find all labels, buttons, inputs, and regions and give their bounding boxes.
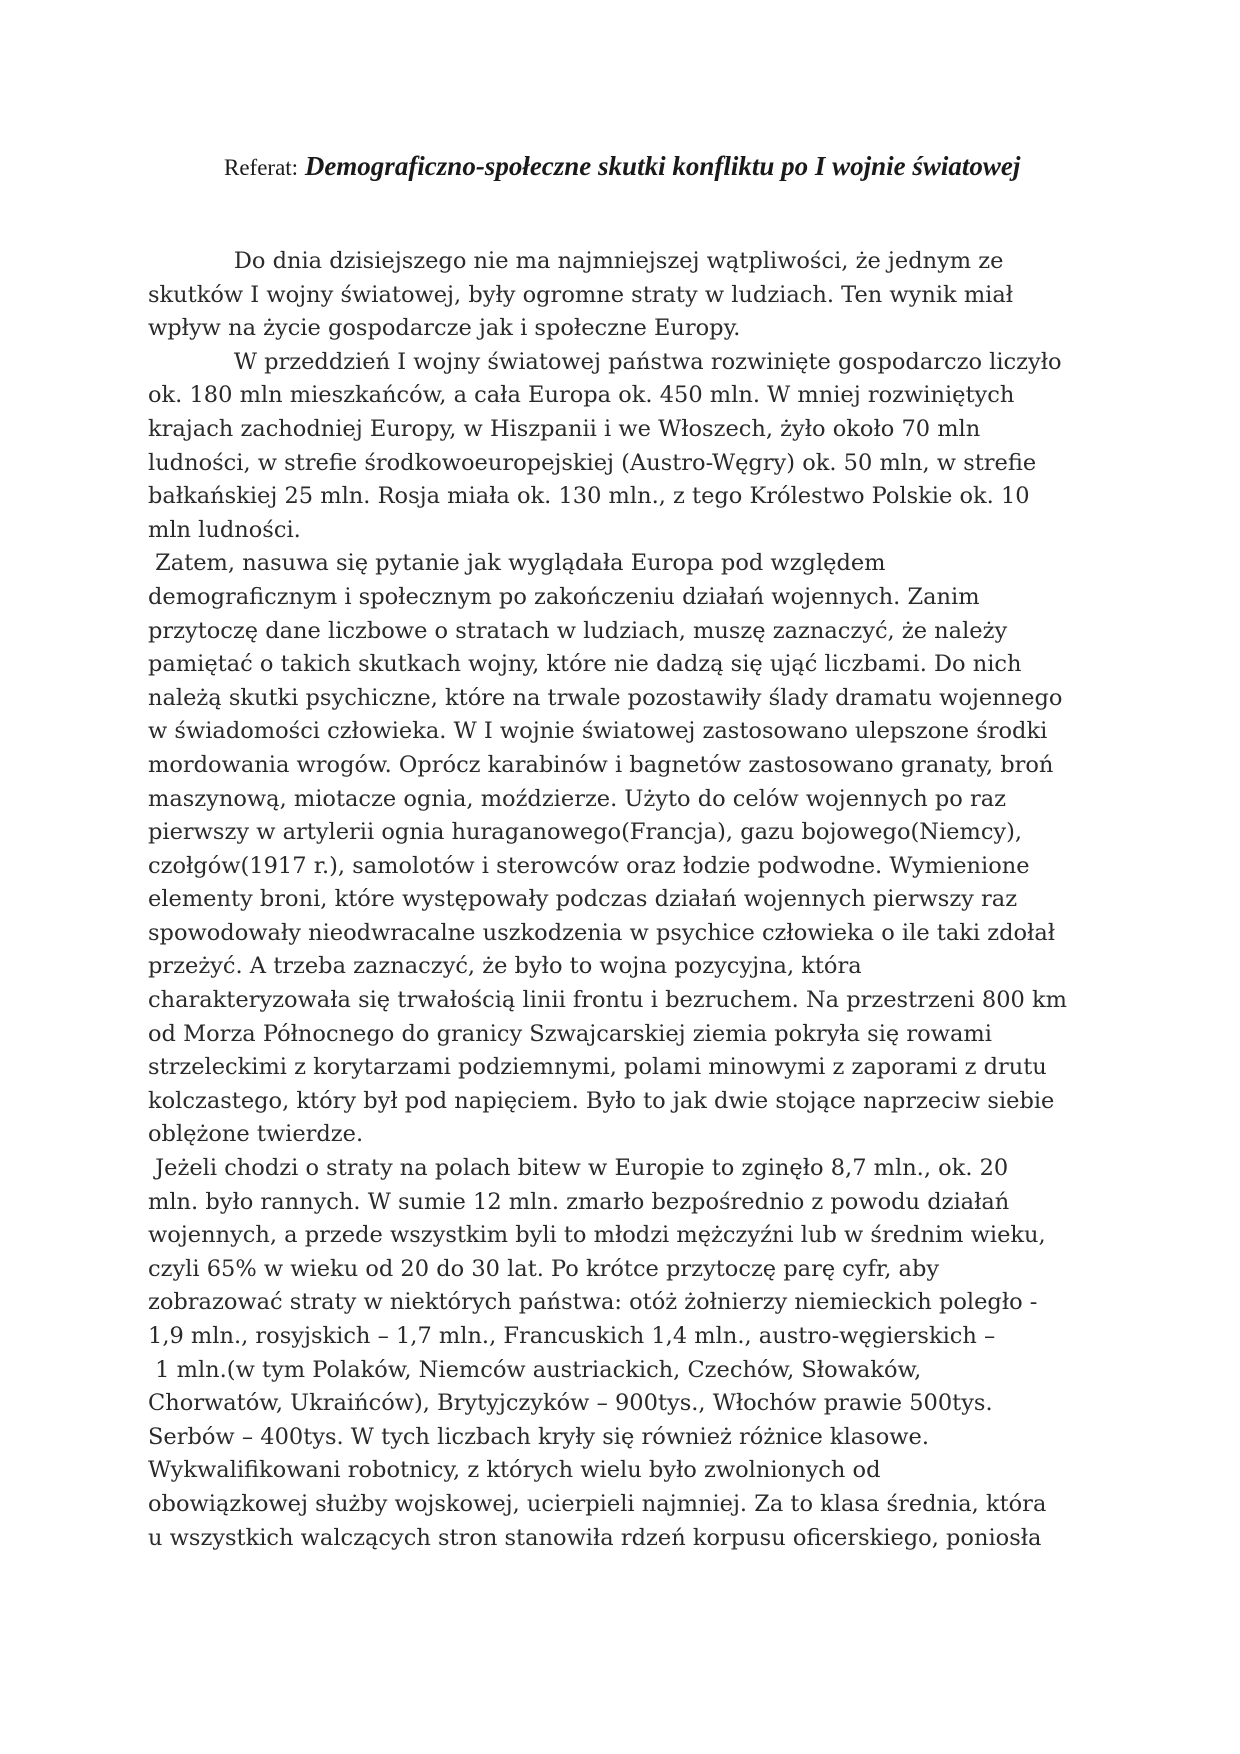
text-line: Jeżeli chodzi o straty na polach bitew w Europie to zginęło 8,7 mln., ok. 20 (148, 1155, 1009, 1182)
text-line: pamiętać o takich skutkach wojny, które nie dadzą się ująć liczbami. Do nich (148, 651, 1022, 678)
text-line: 1,9 mln., rosyjskich – 1,7 mln., Francuskich 1,4 mln., austro-węgierskich – (148, 1323, 996, 1349)
text-line: W przeddzień I wojny światowej państwa rozwinięte gospodarczo liczyło (148, 348, 1062, 375)
text-line: czyli 65% w wieku od 20 do 30 lat. Po krótce przytoczę parę cyfr, aby (148, 1255, 940, 1282)
document-title (224, 148, 1204, 186)
text-line: wpływ na życie gospodarcze jak i społeczne Europy. (148, 315, 741, 342)
text-line: od Morza Północnego do granicy Szwajcarskiej ziemia pokryła się rowami (148, 1020, 992, 1047)
title-label: Referat: (224, 155, 299, 180)
text-line: skutków I wojny światowej, były ogromne straty w ludziach. Ten wynik miał (148, 281, 1014, 308)
text-line: przytoczę dane liczbowe o stratach w ludziach, muszę zaznaczyć, że należy (148, 617, 1008, 644)
text-line: elementy broni, które występowały podczas działań wojennych pierwszy raz (148, 886, 1018, 913)
text-line: spowodowały nieodwracalne uszkodzenia w psychice człowieka o ile taki zdołał (148, 919, 1056, 946)
text-line: Do dnia dzisiejszego nie ma najmniejszej wątpliwości, że jednym ze (148, 248, 1004, 274)
text-line: mln. było rannych. W sumie 12 mln. zmarło bezpośrednio z powodu działań (148, 1188, 1010, 1215)
text-line: bałkańskiej 25 mln. Rosja miała ok. 130 mln., z tego Królestwo Polskie ok. 10 (148, 483, 1030, 510)
text-line: demograficznym i społecznym po zakończeniu działań wojennych. Zanim (148, 583, 980, 610)
text-line: maszynową, miotacze ognia, moździerze. Użyto do celów wojennych po raz (148, 785, 1007, 812)
text-line: mordowania wrogów. Oprócz karabinów i bagnetów zastosowano granaty, broń (148, 751, 1054, 778)
text-line: 1 mln.(w tym Polaków, Niemców austriackich, Czechów, Słowaków, (148, 1356, 922, 1383)
text-line: czołgów(1917 r.), samolotów i sterowców oraz łodzie podwodne. Wymienione (148, 852, 1030, 879)
text-line: mln ludności. (148, 516, 301, 543)
text-line: kolczastego, który był pod napięciem. Było to jak dwie stojące naprzeciw siebie (148, 1087, 1055, 1114)
text-line: obowiązkowej służby wojskowej, ucierpieli najmniej. Za to klasa średnia, która (148, 1490, 1047, 1517)
text-line: oblężone twierdze. (148, 1121, 364, 1148)
text-line: w świadomości człowieka. W I wojnie światowej zastosowano ulepszone środki (148, 718, 1048, 745)
text-line: Zatem, nasuwa się pytanie jak wyglądała Europa pod względem (148, 550, 886, 577)
text-line: krajach zachodniej Europy, w Hiszpanii i we Włoszech, żyło około 70 mln (148, 415, 981, 442)
text-line: wojennych, a przede wszystkim byli to młodzi mężczyźni lub w średnim wieku, (148, 1222, 1046, 1249)
text-line: pierwszy w artylerii ognia huraganowego(Francja), gazu bojowego(Niemcy), (148, 819, 1023, 846)
text-line: strzeleckimi z korytarzami podziemnymi, polami minowymi z zaporami z drutu (148, 1054, 1047, 1081)
text-line: u wszystkich walczących stron stanowiła rdzeń korpusu oficerskiego, poniosła (148, 1524, 1042, 1551)
document-body (148, 245, 1092, 1555)
text-line: Serbów – 400tys. W tych liczbach kryły się również różnice klasowe. (148, 1423, 929, 1450)
text-line: należą skutki psychiczne, które na trwale pozostawiły ślady dramatu wojennego (148, 684, 1063, 711)
text-line: przeżyć. A trzeba zaznaczyć, że było to wojna pozycyjna, która (148, 953, 862, 980)
text-line: ok. 180 mln mieszkańców, a cała Europa ok. 450 mln. W mniej rozwiniętych (148, 382, 1015, 409)
title-topic: Demograficzno-społeczne skutki konfliktu po I wojnie światowej (304, 151, 1021, 181)
text-line: charakteryzowała się trwałością linii frontu i bezruchem. Na przestrzeni 800 km (148, 987, 1067, 1014)
text-line: zobrazować straty w niektórych państwa: otóż żołnierzy niemieckich poległo - (148, 1289, 1038, 1316)
text-line: ludności, w strefie środkowoeuropejskiej (Austro-Węgry) ok. 50 mln, w strefie (148, 449, 1037, 476)
text-line: Wykwalifikowani robotnicy, z których wielu było zwolnionych od (148, 1457, 881, 1484)
text-line: Chorwatów, Ukraińców), Brytyjczyków – 900tys., Włochów prawie 500tys. (148, 1390, 993, 1417)
